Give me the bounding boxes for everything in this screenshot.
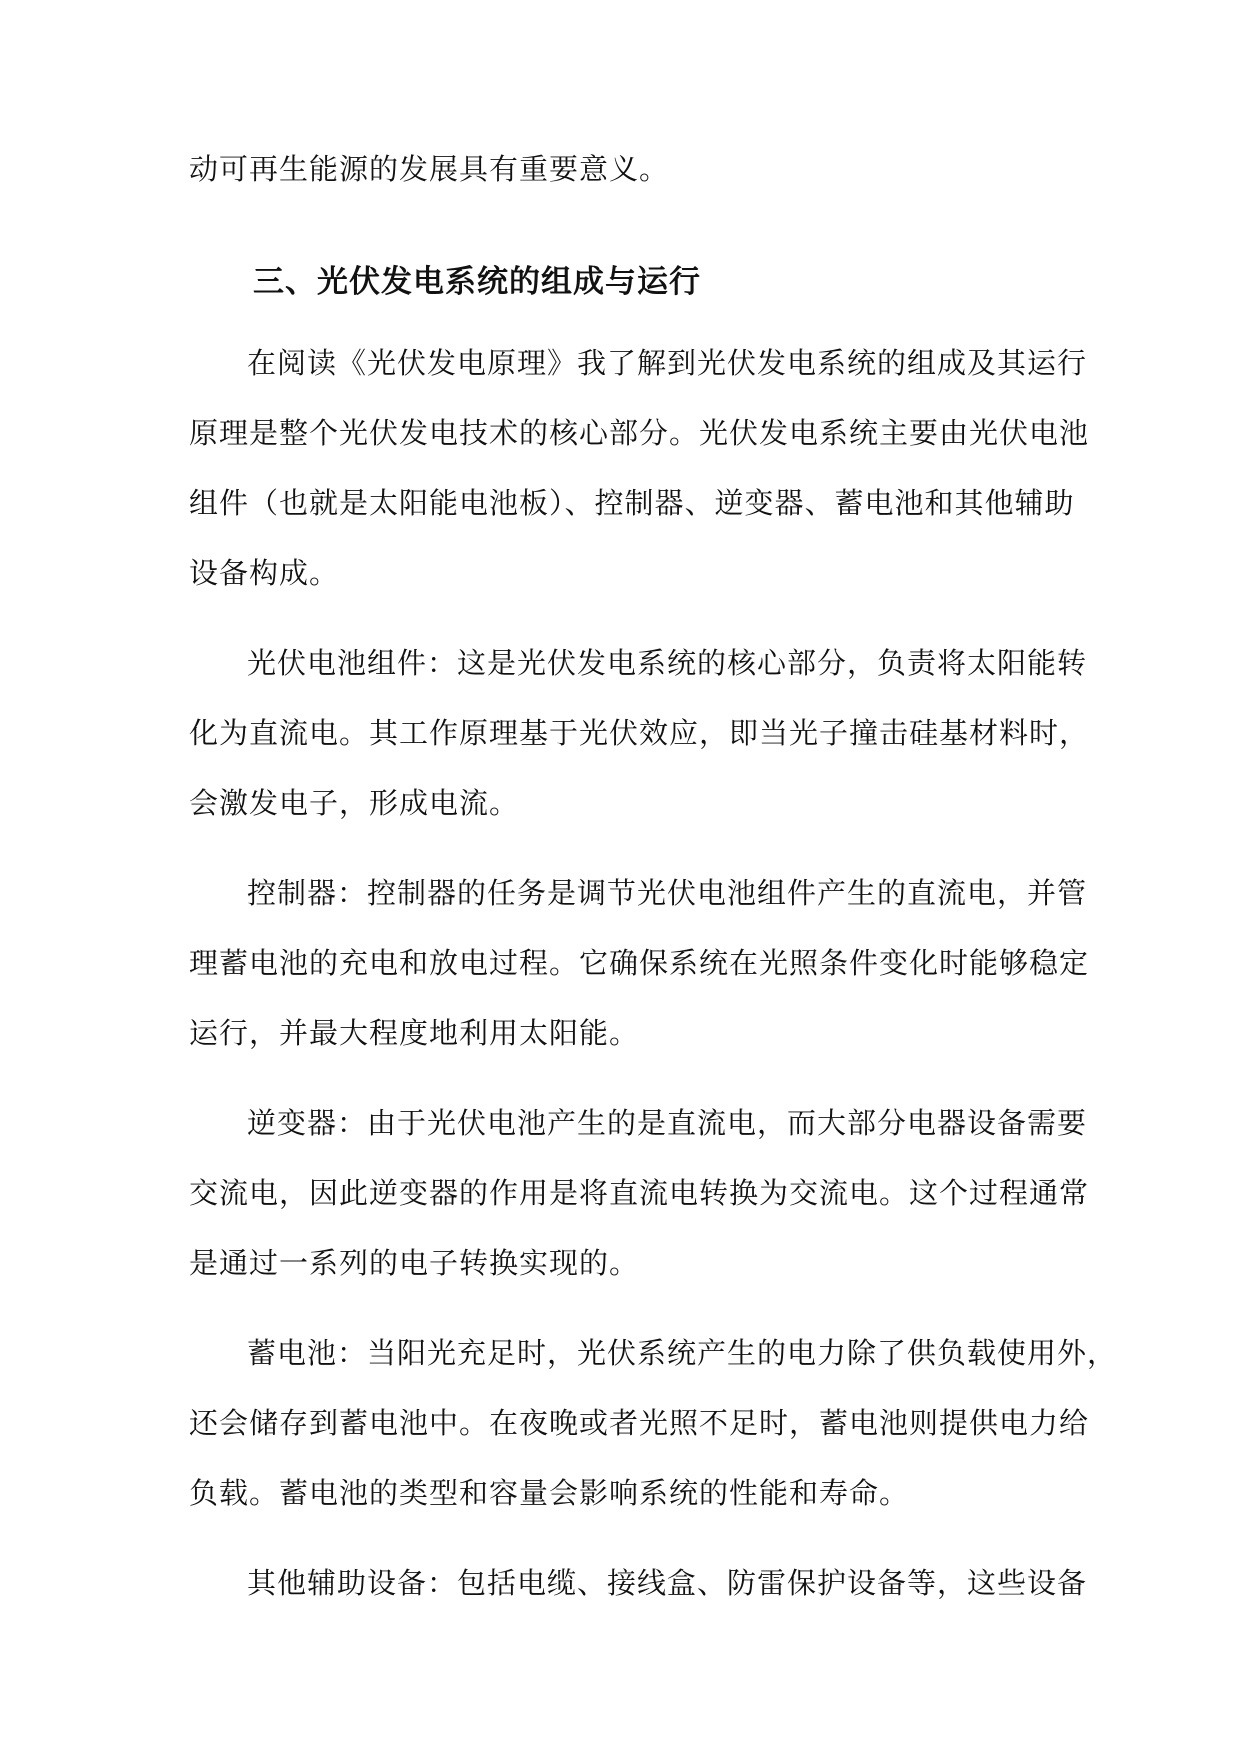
paragraph-line: 还会储存到蓄电池中。在夜晚或者光照不足时，蓄电池则提供电力给 [189,1406,1090,1440]
paragraph-line: 运行，并最大程度地利用太阳能。 [189,1016,640,1050]
paragraph-line: 会激发电子，形成电流。 [189,786,520,820]
paragraph-line: 其他辅助设备：包括电缆、接线盒、防雷保护设备等，这些设备 [247,1566,1088,1600]
paragraph-line: 原理是整个光伏发电技术的核心部分。光伏发电系统主要由光伏电池 [189,416,1090,450]
paragraph-line: 逆变器：由于光伏电池产生的是直流电，而大部分电器设备需要 [247,1106,1088,1140]
paragraph-line: 交流电，因此逆变器的作用是将直流电转换为交流电。这个过程通常 [189,1176,1090,1210]
paragraph-line: 蓄电池：当阳光充足时，光伏系统产生的电力除了供负载使用外， [247,1336,1118,1370]
intro-line: 动可再生能源的发展具有重要意义。 [189,152,670,186]
paragraph-line: 负载。蓄电池的类型和容量会影响系统的性能和寿命。 [189,1476,910,1510]
paragraph-line: 在阅读《光伏发电原理》我了解到光伏发电系统的组成及其运行 [247,346,1088,380]
paragraph-line: 组件（也就是太阳能电池板）、控制器、逆变器、蓄电池和其他辅助 [189,486,1075,520]
paragraph-line: 设备构成。 [189,556,340,590]
paragraph-line: 化为直流电。其工作原理基于光伏效应，即当光子撞击硅基材料时， [189,716,1090,750]
paragraph-line: 光伏电池组件：这是光伏发电系统的核心部分，负责将太阳能转 [247,646,1088,680]
section-heading: 三、光伏发电系统的组成与运行 [253,264,701,300]
paragraph-line: 理蓄电池的充电和放电过程。它确保系统在光照条件变化时能够稳定 [189,946,1090,980]
paragraph-line: 控制器：控制器的任务是调节光伏电池组件产生的直流电，并管 [247,876,1088,910]
paragraph-line: 是通过一系列的电子转换实现的。 [189,1246,640,1280]
